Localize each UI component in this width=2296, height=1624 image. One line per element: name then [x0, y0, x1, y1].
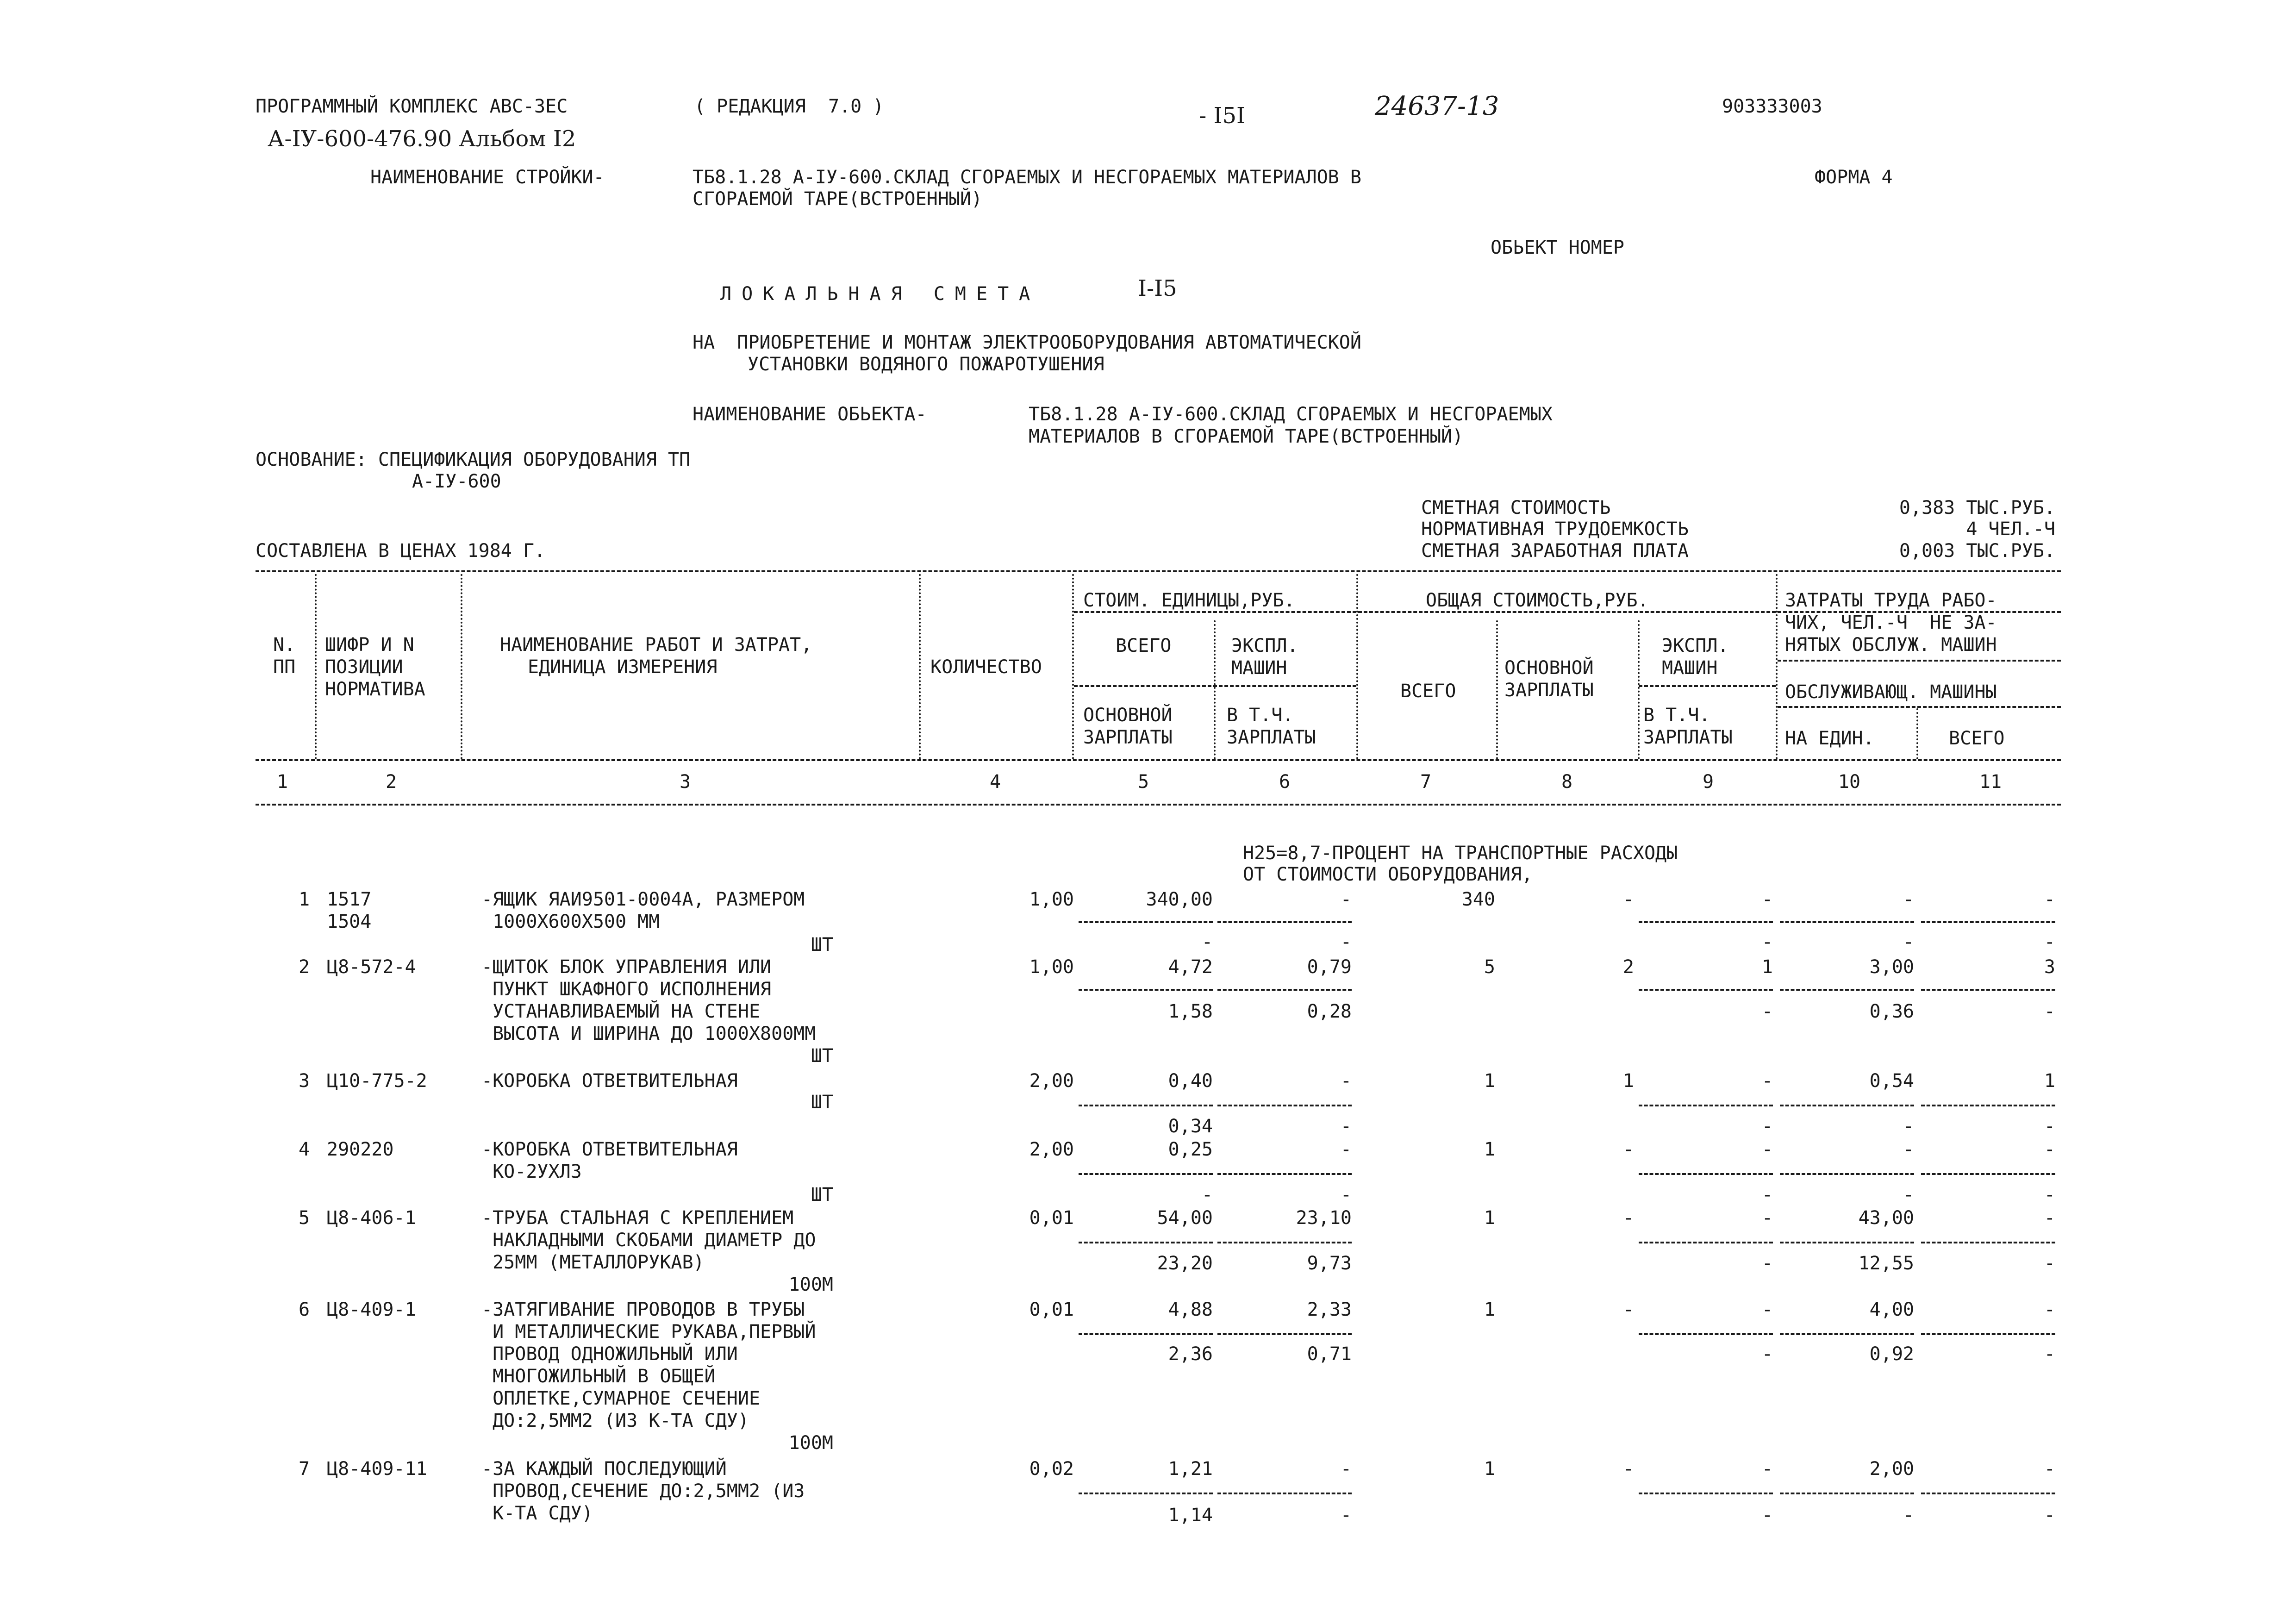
column-separator — [1072, 574, 1074, 759]
row-subrule — [1780, 989, 1914, 991]
total-machine-wages: - — [1761, 1001, 1773, 1022]
row-subrule — [1639, 1242, 1773, 1243]
col9-header-top1: ЭКСПЛ. — [1662, 635, 1729, 656]
unit-cost-machines: 23,10 — [1296, 1207, 1352, 1229]
norm-code: Ц8-409-1 — [327, 1299, 416, 1320]
work-description: НАКЛАДНЫМИ СКОБАМИ ДИАМЕТР ДО — [481, 1230, 816, 1251]
unit: 100М — [788, 1432, 833, 1454]
work-description: КО-2УХЛ3 — [481, 1161, 582, 1182]
unit-cost-machines: 0,79 — [1307, 956, 1352, 978]
column-number: 3 — [679, 771, 691, 793]
unit-cost-machines: - — [1340, 889, 1352, 910]
total-machines: - — [1761, 1299, 1773, 1320]
unit-basic-wages: 2,36 — [1168, 1343, 1213, 1365]
total-machine-wages: - — [1761, 1184, 1773, 1206]
total-basic-wages: 2 — [1622, 956, 1634, 978]
unit-basic-wages: - — [1201, 1184, 1213, 1206]
quantity: 0,01 — [1029, 1207, 1074, 1229]
unit: 100М — [788, 1274, 833, 1295]
row-subrule — [1217, 1242, 1352, 1243]
row-subrule — [1079, 1333, 1213, 1335]
work-description: -КОРОБКА ОТВЕТВИТЕЛЬНАЯ — [481, 1139, 738, 1160]
document-code: 903333003 — [1722, 96, 1822, 117]
unit-cost-header: СТОИМ. ЕДИНИЦЫ,РУБ. — [1083, 590, 1295, 611]
unit-basic-wages: 0,34 — [1168, 1116, 1213, 1137]
total-cost-header: ОБЩАЯ СТОИМОСТЬ,РУБ. — [1426, 590, 1649, 611]
unit-cost-total: 4,88 — [1168, 1299, 1213, 1320]
form-label: ФОРМА 4 — [1815, 167, 1893, 188]
labor-per-unit: 2,00 — [1869, 1458, 1914, 1480]
total-cost: 1 — [1484, 1070, 1495, 1092]
col6-header-bottom2: ЗАРПЛАТЫ — [1227, 727, 1316, 748]
work-description: ПУНКТ ШКАФНОГО ИСПОЛНЕНИЯ — [481, 979, 772, 1000]
row-subrule — [1921, 1493, 2055, 1494]
unit-machine-wages: 9,73 — [1307, 1253, 1352, 1274]
program-name: ПРОГРАММНЫЙ КОМПЛЕКС АВС-3ЕС — [256, 96, 568, 117]
header-subrule — [1074, 685, 1356, 687]
norm-code: Ц8-406-1 — [327, 1207, 416, 1229]
total-cost: 5 — [1484, 956, 1495, 978]
document-title: ЛОКАЛЬНАЯ СМЕТА — [720, 283, 1041, 305]
unit-machine-wages: - — [1340, 1505, 1352, 1526]
total-cost: 340 — [1461, 889, 1495, 910]
row-subrule — [1921, 921, 2055, 923]
unit-cost-total: 0,40 — [1168, 1070, 1213, 1092]
norm-code: Ц8-409-11 — [327, 1458, 427, 1480]
row-subrule — [1921, 1242, 2055, 1243]
col6-header-top2: МАШИН — [1231, 657, 1287, 679]
row-subrule — [1217, 1105, 1352, 1106]
total-cost: 1 — [1484, 1139, 1495, 1160]
quantity: 1,00 — [1029, 956, 1074, 978]
labor-total: - — [2044, 1207, 2055, 1229]
transport-note-line1: Н25=8,7-ПРОЦЕНТ НА ТРАНСПОРТНЫЕ РАСХОДЫ — [1243, 843, 1678, 864]
total-machine-wages: - — [1761, 1343, 1773, 1365]
unit-machine-wages: - — [1340, 1116, 1352, 1137]
unit-machine-wages: - — [1340, 931, 1352, 953]
work-description: ДО:2,5ММ2 (ИЗ К-ТА СДУ) — [481, 1410, 749, 1431]
total-basic-wages: 1 — [1622, 1070, 1634, 1092]
quantity: 0,02 — [1029, 1458, 1074, 1480]
purpose-line1: НА ПРИОБРЕТЕНИЕ И МОНТАЖ ЭЛЕКТРООБОРУДОВАНИЯ АВТОМАТИЧЕСКОЙ — [693, 332, 1361, 353]
unit-cost-machines: - — [1340, 1139, 1352, 1160]
total-machine-wages: - — [1761, 1116, 1773, 1137]
row-subrule — [1780, 1242, 1914, 1243]
labor-total: - — [2044, 889, 2055, 910]
work-description: И МЕТАЛЛИЧЕСКИЕ РУКАВА,ПЕРВЫЙ — [481, 1321, 816, 1343]
col4-header: КОЛИЧЕСТВО — [930, 656, 1042, 678]
work-description: УСТАНАВЛИВАЕМЫЙ НА СТЕНЕ — [481, 1001, 761, 1022]
total-machine-wages: - — [1761, 1505, 1773, 1526]
work-description: ПРОВОД ОДНОЖИЛЬНЫЙ ИЛИ — [481, 1343, 738, 1365]
row-subrule — [1780, 1173, 1914, 1175]
column-number: 10 — [1838, 771, 1861, 793]
norm-code: Ц10-775-2 — [327, 1070, 427, 1092]
labor-machines-per-unit: - — [1903, 1184, 1914, 1206]
unit-basic-wages: 23,20 — [1157, 1253, 1213, 1274]
labor-header-line1: ЗАТРАТЫ ТРУДА РАБО- — [1785, 590, 1997, 611]
column-separator — [1214, 620, 1216, 759]
labor-machines-total: - — [2044, 1253, 2055, 1274]
work-description: -КОРОБКА ОТВЕТВИТЕЛЬНАЯ — [481, 1070, 738, 1092]
column-number: 1 — [276, 771, 288, 793]
unit-basic-wages: - — [1201, 931, 1213, 953]
col5-header-bottom2: ЗАРПЛАТЫ — [1083, 727, 1173, 748]
row-subrule — [1217, 1333, 1352, 1335]
labor-per-unit: - — [1903, 1139, 1914, 1160]
row-subrule — [1217, 1493, 1352, 1494]
column-number: 5 — [1137, 771, 1149, 793]
column-separator — [1356, 574, 1358, 759]
labor-total: 3 — [2044, 956, 2055, 978]
unit-cost-machines: - — [1340, 1070, 1352, 1092]
column-separator — [1916, 708, 1918, 759]
row-number: 7 — [299, 1458, 310, 1480]
labor-subheader: ОБСЛУЖИВАЮЩ. МАШИНЫ — [1785, 681, 1997, 703]
total-basic-wages: - — [1622, 1139, 1634, 1160]
construction-label: НАИМЕНОВАНИЕ СТРОЙКИ- — [370, 167, 605, 188]
unit-basic-wages: 1,58 — [1168, 1001, 1213, 1022]
total-machines: - — [1761, 1070, 1773, 1092]
unit-cost-total: 0,25 — [1168, 1139, 1213, 1160]
col7-header: ВСЕГО — [1400, 681, 1456, 702]
quantity: 0,01 — [1029, 1299, 1074, 1320]
row-subrule — [1217, 921, 1352, 923]
row-subrule — [1921, 1105, 2055, 1106]
labor-machines-per-unit: 0,92 — [1869, 1343, 1914, 1365]
summary-value-labor: 4 ЧЕЛ.-Ч — [1966, 518, 2055, 540]
work-description: ПРОВОД,СЕЧЕНИЕ ДО:2,5ММ2 (ИЗ — [481, 1480, 805, 1502]
labor-machines-total: - — [2044, 1116, 2055, 1137]
table-header-rule — [256, 759, 2061, 761]
unit-basic-wages: 1,14 — [1168, 1505, 1213, 1526]
construction-name-line1: ТБ8.1.28 А-IУ-600.СКЛАД СГОРАЕМЫХ И НЕСГОРАЕМЫХ МАТЕРИАЛОВ В — [693, 167, 1361, 188]
row-subrule — [1079, 989, 1213, 991]
basis-line2: А-IУ-600 — [412, 471, 501, 492]
basis-line1: ОСНОВАНИЕ: СПЕЦИФИКАЦИЯ ОБОРУДОВАНИЯ ТП — [256, 449, 691, 470]
labor-machines-total: - — [2044, 1343, 2055, 1365]
row-subrule — [1921, 1173, 2055, 1175]
total-machine-wages: - — [1761, 1253, 1773, 1274]
edition: ( РЕДАКЦИЯ 7.0 ) — [694, 96, 884, 117]
labor-total: - — [2044, 1139, 2055, 1160]
total-machines: - — [1761, 1139, 1773, 1160]
col10-header: НА ЕДИН. — [1785, 728, 1874, 749]
row-number: 6 — [299, 1299, 310, 1320]
row-subrule — [1079, 1173, 1213, 1175]
labor-machines-per-unit: - — [1903, 1505, 1914, 1526]
col3-header-line1: НАИМЕНОВАНИЕ РАБОТ И ЗАТРАТ, — [500, 634, 812, 656]
column-separator — [315, 574, 317, 759]
purpose-line2: УСТАНОВКИ ВОДЯНОГО ПОЖАРОТУШЕНИЯ — [748, 354, 1104, 375]
row-subrule — [1217, 989, 1352, 991]
unit-machine-wages: 0,28 — [1307, 1001, 1352, 1022]
unit: ШТ — [811, 934, 833, 956]
table-numbers-rule — [256, 804, 2061, 806]
row-subrule — [1639, 1493, 1773, 1494]
row-number: 1 — [299, 889, 310, 910]
work-description: -ЗАТЯГИВАНИЕ ПРОВОДОВ В ТРУБЫ — [481, 1299, 805, 1320]
unit: ШТ — [811, 1184, 833, 1206]
row-subrule — [1079, 1493, 1213, 1494]
unit-cost-machines: 2,33 — [1307, 1299, 1352, 1320]
column-separator — [1776, 574, 1778, 759]
col8-header-line1: ОСНОВНОЙ — [1504, 657, 1594, 679]
col11-header: ВСЕГО — [1949, 728, 2005, 749]
column-number: 4 — [989, 771, 1001, 793]
col9-header-bottom1: В Т.Ч. — [1643, 705, 1710, 726]
object-number-label: ОБЬЕКТ НОМЕР — [1491, 237, 1624, 258]
column-separator — [919, 574, 921, 759]
header-subrule — [1639, 685, 1776, 687]
row-number: 4 — [299, 1139, 310, 1160]
row-subrule — [1079, 1242, 1213, 1243]
work-description: ОПЛЕТКЕ,СУМАРНОЕ СЕЧЕНИЕ — [481, 1388, 761, 1409]
unit-cost-total: 1,21 — [1168, 1458, 1213, 1480]
labor-header-line2: ЧИХ, ЧЕЛ.-Ч НЕ ЗА- — [1785, 612, 1997, 633]
work-description: -ЯЩИК ЯАИ9501-0004А, РАЗМЕРОМ — [481, 889, 805, 910]
row-number: 2 — [299, 956, 310, 978]
row-subrule — [1639, 1173, 1773, 1175]
work-description: ВЫСОТА И ШИРИНА ДО 1000Х800ММ — [481, 1023, 816, 1044]
summary-label-wages: СМЕТНАЯ ЗАРАБОТНАЯ ПЛАТА — [1421, 540, 1689, 562]
object-name-line1: ТБ8.1.28 А-IУ-600.СКЛАД СГОРАЕМЫХ И НЕСГОРАЕМЫХ — [1029, 404, 1553, 425]
summary-label-cost: СМЕТНАЯ СТОИМОСТЬ — [1421, 497, 1611, 518]
col6-header-bottom1: В Т.Ч. — [1227, 705, 1294, 726]
col9-header-top2: МАШИН — [1662, 657, 1718, 679]
labor-machines-total: - — [2044, 1184, 2055, 1206]
row-subrule — [1780, 1493, 1914, 1494]
col2-header-line2: ПОЗИЦИИ — [325, 656, 403, 678]
row-subrule — [1921, 1333, 2055, 1335]
norm-code: Ц8-572-4 — [327, 956, 416, 978]
total-cost: 1 — [1484, 1207, 1495, 1229]
row-subrule — [1780, 921, 1914, 923]
norm-code: 1517 — [327, 889, 372, 910]
row-subrule — [1639, 921, 1773, 923]
total-basic-wages: - — [1622, 1458, 1634, 1480]
unit-cost-total: 54,00 — [1157, 1207, 1213, 1229]
labor-machines-total: - — [2044, 931, 2055, 953]
work-description: МНОГОЖИЛЬНЫЙ В ОБЩЕЙ — [481, 1366, 716, 1387]
row-number: 5 — [299, 1207, 310, 1229]
object-name-line2: МАТЕРИАЛОВ В СГОРАЕМОЙ ТАРЕ(ВСТРОЕННЫЙ) — [1029, 426, 1464, 447]
labor-machines-per-unit: 12,55 — [1858, 1253, 1914, 1274]
labor-machines-total: - — [2044, 1505, 2055, 1526]
labor-total: - — [2044, 1299, 2055, 1320]
labor-per-unit: 0,54 — [1869, 1070, 1914, 1092]
unit-cost-total: 340,00 — [1146, 889, 1213, 910]
unit-cost-machines: - — [1340, 1458, 1352, 1480]
row-subrule — [1639, 1333, 1773, 1335]
table-top-rule — [256, 570, 2061, 572]
construction-name-line2: СГОРАЕМОЙ ТАРЕ(ВСТРОЕННЫЙ) — [693, 188, 983, 210]
row-number: 3 — [299, 1070, 310, 1092]
total-cost: 1 — [1484, 1299, 1495, 1320]
work-description: 1000Х600Х500 ММ — [481, 911, 660, 932]
norm-code: 290220 — [327, 1139, 394, 1160]
column-number: 9 — [1702, 771, 1714, 793]
row-subrule — [1780, 1333, 1914, 1335]
col6-header-top1: ЭКСПЛ. — [1231, 635, 1298, 656]
labor-per-unit: 4,00 — [1869, 1299, 1914, 1320]
column-number: 2 — [385, 771, 397, 793]
object-label: НАИМЕНОВАНИЕ ОБЬЕКТА- — [693, 404, 927, 425]
work-description: 25ММ (МЕТАЛЛОРУКАВ) — [481, 1252, 705, 1273]
total-machine-wages: - — [1761, 931, 1773, 953]
labor-header-line3: НЯТЫХ ОБСЛУЖ. МАШИН — [1785, 634, 1997, 656]
quantity: 2,00 — [1029, 1139, 1074, 1160]
row-subrule — [1639, 1105, 1773, 1106]
column-separator — [461, 574, 462, 759]
column-number: 6 — [1279, 771, 1291, 793]
col8-header-line2: ЗАРПЛАТЫ — [1504, 680, 1594, 701]
col9-header-bottom2: ЗАРПЛАТЫ — [1643, 727, 1733, 748]
labor-machines-total: - — [2044, 1001, 2055, 1022]
header-subrule — [1778, 706, 2061, 708]
document-number-handwritten: 24637-13 — [1375, 91, 1499, 121]
col3-header-line2: ЕДИНИЦА ИЗМЕРЕНИЯ — [528, 656, 718, 678]
unit: ШТ — [811, 1045, 833, 1067]
labor-per-unit: 3,00 — [1869, 956, 1914, 978]
labor-per-unit: 43,00 — [1858, 1207, 1914, 1229]
summary-label-labor: НОРМАТИВНАЯ ТРУДОЕМКОСТЬ — [1421, 518, 1689, 540]
page-number: - I5I — [1199, 103, 1245, 129]
labor-per-unit: - — [1903, 889, 1914, 910]
col1-header-line2: ПП — [273, 656, 296, 678]
total-machines: - — [1761, 1458, 1773, 1480]
column-number: 7 — [1420, 771, 1432, 793]
header-subrule — [1778, 660, 2061, 662]
work-description: -ЗА КАЖДЫЙ ПОСЛЕДУЮЩИЙ — [481, 1458, 727, 1480]
column-separator — [1496, 620, 1498, 759]
total-basic-wages: - — [1622, 889, 1634, 910]
summary-value-cost: 0,383 ТЫС.РУБ. — [1899, 497, 2055, 518]
row-subrule — [1079, 921, 1213, 923]
transport-note-line2: ОТ СТОИМОСТИ ОБОРУДОВАНИЯ, — [1243, 864, 1533, 885]
unit-machine-wages: 0,71 — [1307, 1343, 1352, 1365]
col2-header-line3: НОРМАТИВА — [325, 679, 425, 700]
total-machines: - — [1761, 1207, 1773, 1229]
album-reference: А-IУ-600-476.90 Альбом I2 — [268, 126, 576, 152]
column-separator — [1638, 620, 1640, 759]
row-subrule — [1079, 1105, 1213, 1106]
row-subrule — [1217, 1173, 1352, 1175]
labor-total: - — [2044, 1458, 2055, 1480]
document-title-number: I-I5 — [1138, 275, 1177, 301]
unit: ШТ — [811, 1092, 833, 1113]
col1-header-line1: N. — [273, 634, 296, 656]
unit-machine-wages: - — [1340, 1184, 1352, 1206]
col5-header-bottom1: ОСНОВНОЙ — [1083, 705, 1173, 726]
col5-header-top: ВСЕГО — [1116, 635, 1172, 656]
work-description: -ЩИТОК БЛОК УПРАВЛЕНИЯ ИЛИ — [481, 956, 772, 978]
total-basic-wages: - — [1622, 1207, 1634, 1229]
quantity: 2,00 — [1029, 1070, 1074, 1092]
total-machines: 1 — [1761, 956, 1773, 978]
work-description: К-ТА СДУ) — [481, 1503, 593, 1524]
summary-value-wages: 0,003 ТЫС.РУБ. — [1899, 540, 2055, 562]
labor-machines-per-unit: - — [1903, 931, 1914, 953]
labor-machines-per-unit: 0,36 — [1869, 1001, 1914, 1022]
column-number: 11 — [1979, 771, 2002, 793]
work-description: -ТРУБА СТАЛЬНАЯ С КРЕПЛЕНИЕМ — [481, 1207, 794, 1229]
row-subrule — [1639, 989, 1773, 991]
row-subrule — [1921, 989, 2055, 991]
prices-year: СОСТАВЛЕНА В ЦЕНАХ 1984 Г. — [256, 540, 546, 562]
total-basic-wages: - — [1622, 1299, 1634, 1320]
unit-cost-total: 4,72 — [1168, 956, 1213, 978]
col2-header-line1: ШИФР И N — [325, 634, 414, 656]
total-cost: 1 — [1484, 1458, 1495, 1480]
labor-machines-per-unit: - — [1903, 1116, 1914, 1137]
row-subrule — [1780, 1105, 1914, 1106]
quantity: 1,00 — [1029, 889, 1074, 910]
labor-total: 1 — [2044, 1070, 2055, 1092]
norm-code: 1504 — [327, 911, 372, 932]
column-number: 8 — [1561, 771, 1573, 793]
total-machines: - — [1761, 889, 1773, 910]
